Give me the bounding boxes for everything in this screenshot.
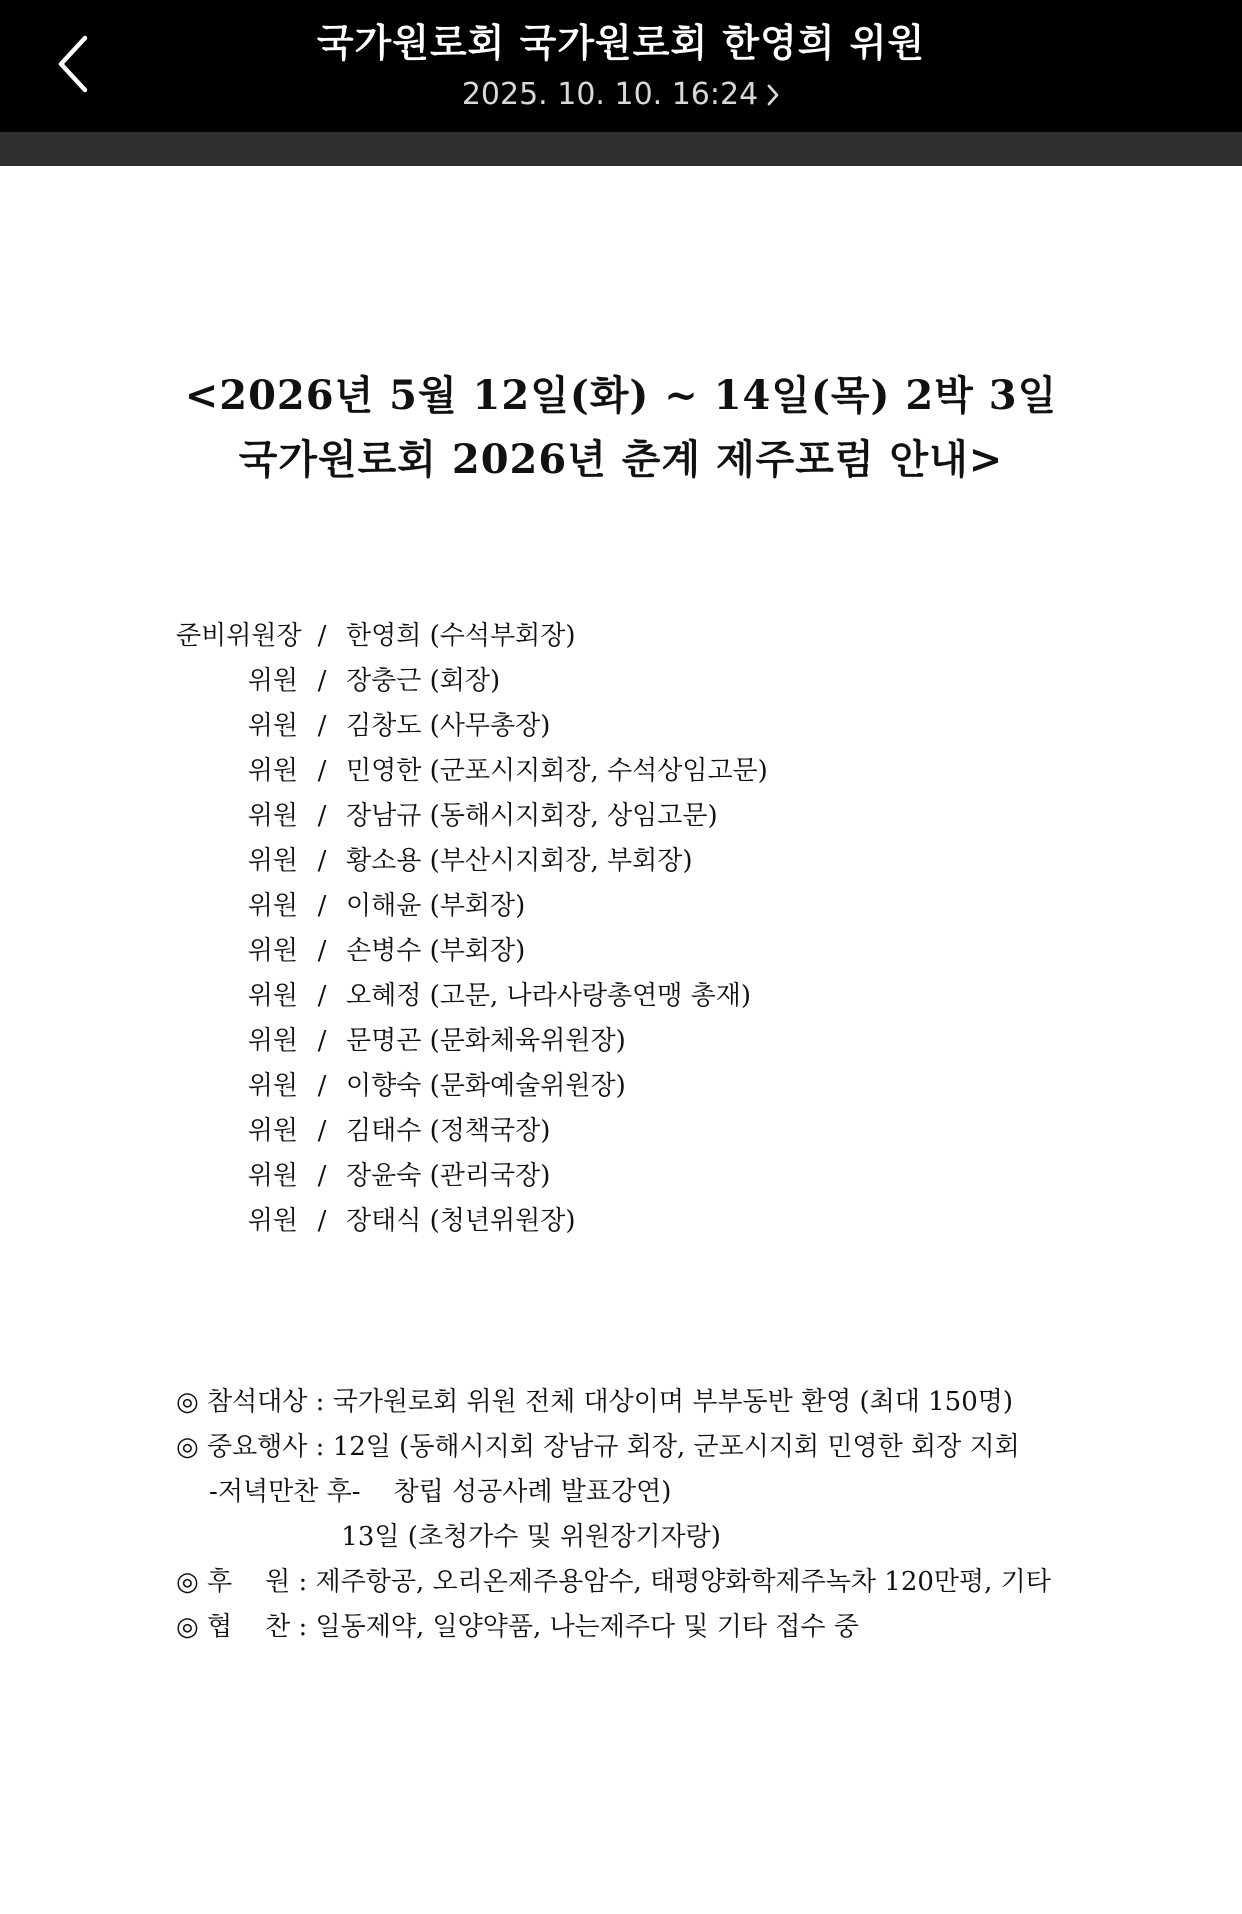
committee-separator: / [317,1071,327,1101]
top-navigation-bar [0,0,1242,132]
committee-member: 장태식 (청년위원장) [346,1206,576,1236]
message-datetime-link[interactable] [0,74,1242,116]
committee-separator: / [317,891,327,921]
note-line: -저녁만찬 후- 창립 성공사례 발표강연) [176,1477,672,1507]
committee-member: 김창도 (사무총장) [346,711,551,741]
committee-separator: / [317,666,327,696]
committee-role: 위원 [247,801,298,831]
committee-separator: / [317,711,327,741]
committee-row [176,929,768,974]
committee-row [176,704,768,749]
committee-row [176,659,768,704]
message-datetime: 2025. 10. 10. 16:24 [461,77,759,112]
committee-separator: / [317,981,327,1011]
document-title-line-1: <2026년 5월 12일(화) ~ 14일(목) 2박 3일 [184,372,1058,419]
committee-member: 황소용 (부산시지회장, 부회장) [346,846,693,876]
committee-row [176,614,768,659]
committee-member: 한영희 (수석부회장) [346,621,576,651]
committee-role: 위원 [247,1206,298,1236]
note-line: ◎ 협 찬 : 일동제약, 일양약품, 나는제주다 및 기타 접수 중 [176,1612,859,1642]
committee-row [176,1019,768,1064]
committee-member: 장충근 (회장) [346,666,501,696]
committee-row [176,1109,768,1154]
committee-separator: / [317,801,327,831]
event-notes [176,1380,1051,1650]
committee-separator: / [317,846,327,876]
chat-title: 국가원로회 국가원로회 한영희 위원 [316,21,926,65]
committee-row [176,1154,768,1199]
committee-member: 손병수 (부회장) [346,936,526,966]
committee-row [176,884,768,929]
committee-role: 위원 [247,1026,298,1056]
committee-role: 위원 [247,666,298,696]
note-line: ◎ 후 원 : 제주항공, 오리온제주용암수, 태평양화학제주녹차 120만평, 기타 [176,1567,1051,1597]
committee-separator: / [317,1026,327,1056]
committee-role: 위원 [247,846,298,876]
committee-separator: / [317,621,327,651]
committee-row [176,1064,768,1109]
committee-row [176,974,768,1019]
committee-row [176,749,768,794]
committee-member: 이해윤 (부회장) [346,891,526,921]
committee-member: 김태수 (정책국장) [346,1116,551,1146]
note-line: ◎ 중요행사 : 12일 (동해시지회 장남규 회장, 군포시지회 민영한 회장 지회 [176,1432,1020,1462]
document-title-line-2: 국가원로회 2026년 춘계 제주포럼 안내> [238,436,1004,483]
committee-role: 위원 [247,1116,298,1146]
committee-role: 위원 [247,936,298,966]
committee-list [176,614,768,1244]
committee-member: 장윤숙 (관리국장) [346,1161,551,1191]
committee-row [176,794,768,839]
committee-role: 위원 [247,1161,298,1191]
committee-separator: / [317,1206,327,1236]
committee-member: 문명곤 (문화체육위원장) [346,1026,626,1056]
committee-separator: / [317,756,327,786]
committee-role: 위원 [247,711,298,741]
committee-member: 장남규 (동해시지회장, 상임고문) [346,801,718,831]
committee-role: 준비위원장 [176,621,302,651]
committee-role: 위원 [247,1071,298,1101]
committee-member: 오혜정 (고문, 나라사랑총연맹 총재) [346,981,751,1011]
committee-row [176,1199,768,1244]
committee-role: 위원 [247,891,298,921]
document-image[interactable] [0,166,1242,1914]
committee-role: 위원 [247,756,298,786]
chevron-right-icon [766,83,780,107]
committee-separator: / [317,1161,327,1191]
committee-member: 이향숙 (문화예술위원장) [346,1071,626,1101]
note-line: ◎ 참석대상 : 국가원로회 위원 전체 대상이며 부부동반 환영 (최대 150명) [176,1387,1014,1417]
committee-separator: / [317,1116,327,1146]
committee-role: 위원 [247,981,298,1011]
note-line: 13일 (초청가수 및 위원장기자랑) [176,1522,721,1552]
committee-row [176,839,768,884]
committee-separator: / [317,936,327,966]
committee-member: 민영한 (군포시지회장, 수석상임고문) [346,756,768,786]
image-top-strip [0,132,1242,166]
